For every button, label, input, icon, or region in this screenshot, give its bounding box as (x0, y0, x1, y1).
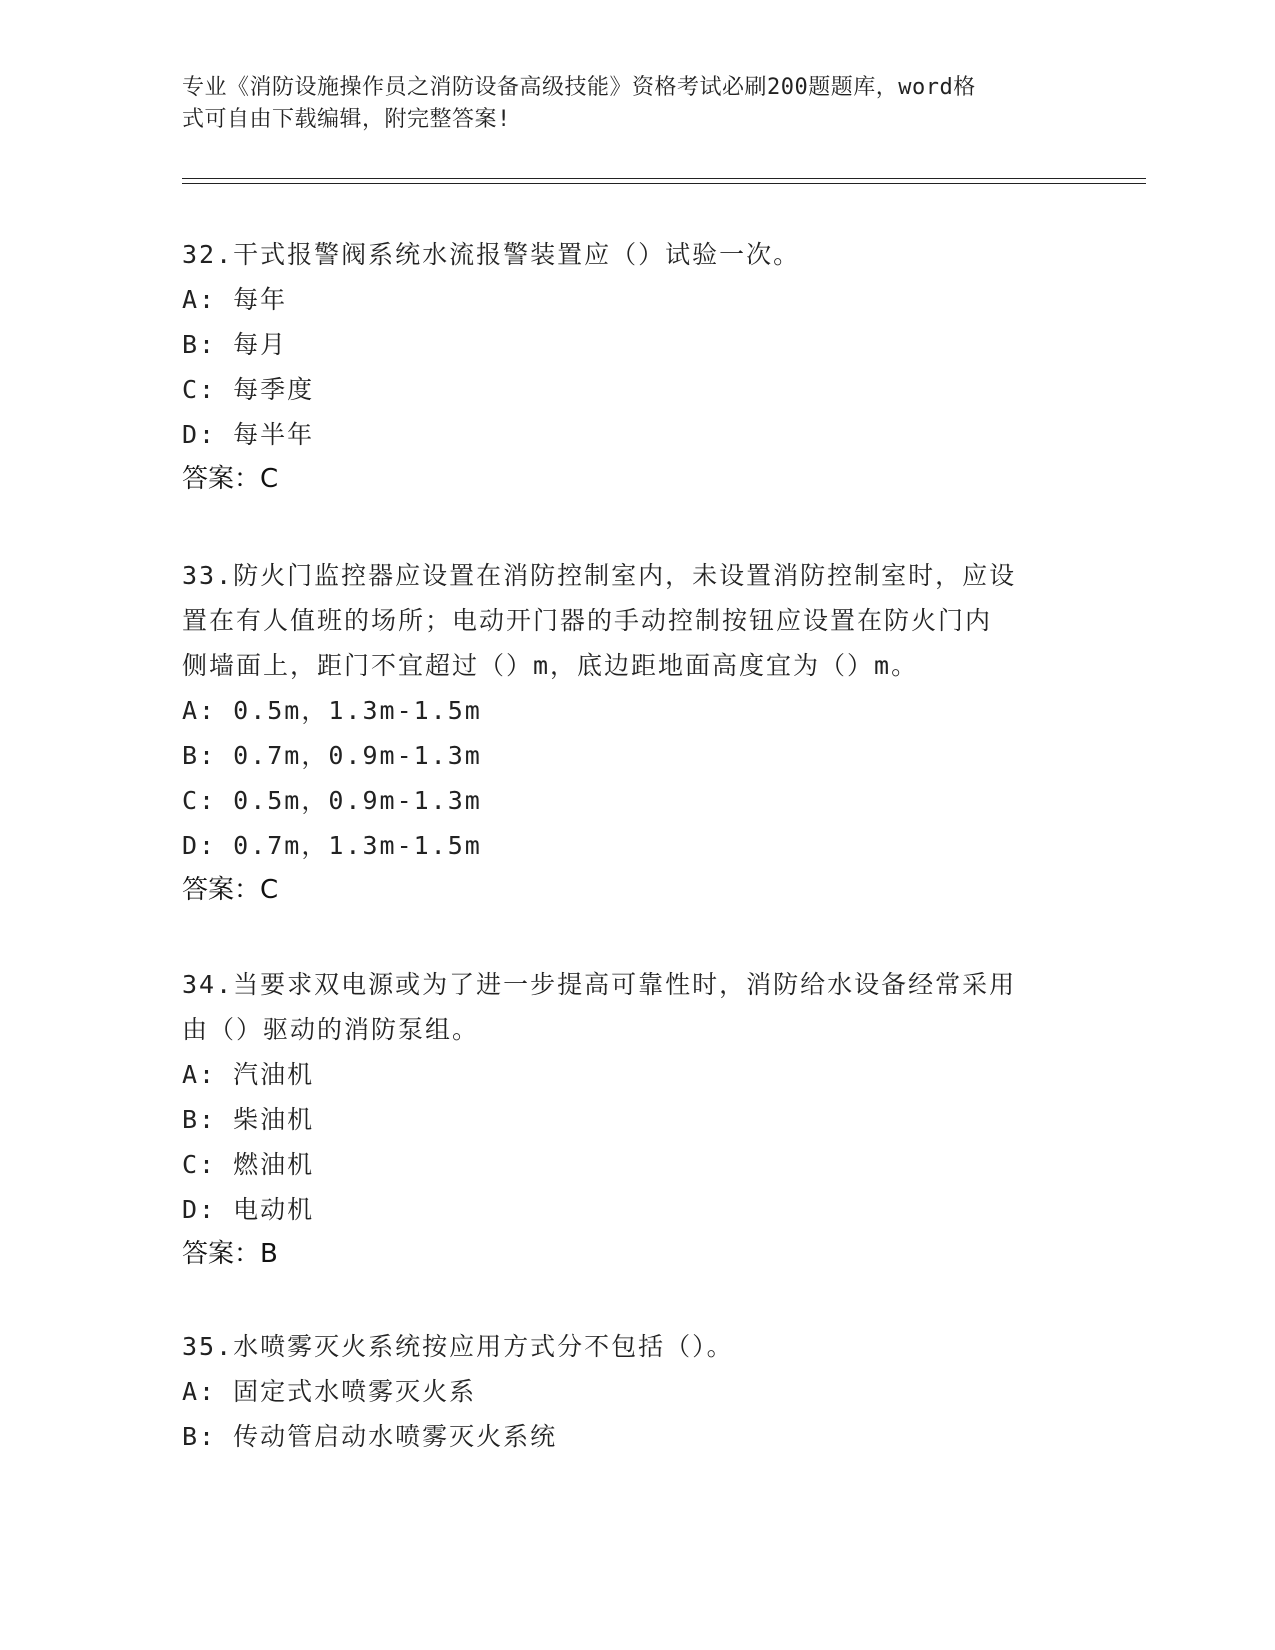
option-b: B: 每月 (182, 330, 288, 359)
option-d: D: 0.7m，1.3m-1.5m (182, 831, 482, 860)
option-b: B: 柴油机 (182, 1105, 315, 1134)
option-a: A: 0.5m，1.3m-1.5m (182, 696, 482, 725)
question-text-line-1: 34.当要求双电源或为了进一步提高可靠性时，消防给水设备经常采用 (182, 970, 1017, 999)
question-34 (182, 962, 1062, 1277)
option-b: B: 传动管启动水喷雾灭火系统 (182, 1422, 558, 1451)
header-line-2: 式可自由下载编辑，附完整答案! (182, 107, 511, 132)
option-c: C: 0.5m，0.9m-1.3m (182, 786, 482, 815)
question-text-line-2: 置在有人值班的场所；电动开门器的手动控制按钮应设置在防火门内 (182, 606, 993, 635)
question-32 (182, 232, 1062, 502)
answer: 答案：C (182, 464, 279, 494)
option-c: C: 燃油机 (182, 1150, 315, 1179)
option-a: A: 固定式水喷雾灭火系 (182, 1377, 477, 1406)
document-header (182, 72, 1062, 136)
question-text-line-2: 由（）驱动的消防泵组。 (182, 1015, 480, 1044)
option-b: B: 0.7m，0.9m-1.3m (182, 741, 482, 770)
header-divider-bottom (182, 183, 1146, 184)
question-text: 32.干式报警阀系统水流报警装置应（）试验一次。 (182, 240, 801, 269)
question-text-line-1: 33.防火门监控器应设置在消防控制室内，未设置消防控制室时，应设 (182, 561, 1017, 590)
question-text-line-3: 侧墙面上，距门不宜超过（）m，底边距地面高度宜为（）m。 (182, 651, 919, 680)
question-33 (182, 553, 1062, 913)
option-d: D: 电动机 (182, 1195, 315, 1224)
question-35 (182, 1324, 1062, 1459)
option-a: A: 每年 (182, 285, 288, 314)
option-d: D: 每半年 (182, 420, 315, 449)
answer: 答案：C (182, 875, 279, 905)
header-divider-top (182, 178, 1146, 179)
answer: 答案：B (182, 1239, 278, 1269)
header-line-1: 专业《消防设施操作员之消防设备高级技能》资格考试必刷200题题库，word格 (182, 75, 976, 100)
question-text: 35.水喷雾灭火系统按应用方式分不包括（）。 (182, 1332, 734, 1361)
option-c: C: 每季度 (182, 375, 315, 404)
option-a: A: 汽油机 (182, 1060, 315, 1089)
